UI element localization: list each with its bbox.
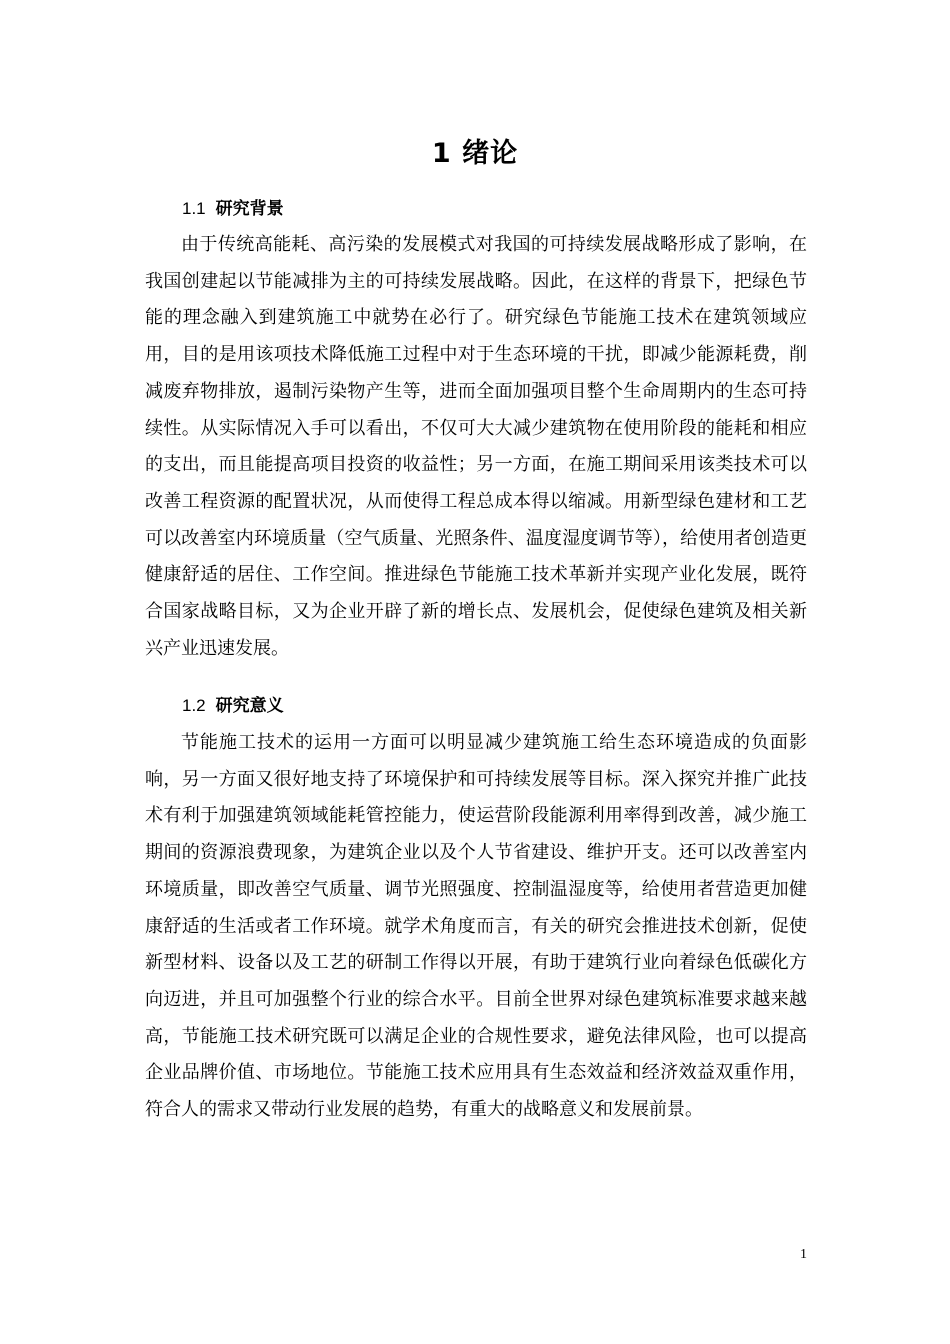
section-number: 1.1 — [182, 199, 206, 218]
section-paragraph-background: 由于传统高能耗、高污染的发展模式对我国的可持续发展战略形成了影响，在我国创建起以节能减排为主的可持续发展战略。因此，在这样的背景下，把绿色节能的理念融入到建筑施工中就势在必行了。研究绿色节能施工技术在建筑领域应用，目的是用该项技术降低施工过程中对于生态环境的干扰，即减少能源耗费，削减废弃物排放，遏制污染物产生等，进而全面加强项目整个生命周期内的生态可持续性。从实际情况入手可以看出，不仅可大大减少建筑物在使用阶段的能耗和相应的支出，而且能提高项目投资的收益性；另一方面，在施工期间采用该类技术可以改善工程资源的配置状况，从而使得工程总成本得以缩减。用新型绿色建材和工艺可以改善室内环境质量（空气质量、光照条件、温度湿度调节等），给使用者创造更健康舒适的居住、工作空间。推进绿色节能施工技术革新并实现产业化发展，既符合国家战略目标，又为企业开辟了新的增长点、发展机会，促使绿色建筑及相关新兴产业迅速发展。 — [145, 234, 807, 659]
section-heading-significance — [182, 694, 284, 718]
section-title: 研究意义 — [215, 696, 284, 716]
section-number: 1.2 — [182, 696, 206, 715]
section-title: 研究背景 — [215, 199, 284, 219]
page-number: 1 — [800, 1247, 807, 1262]
section-paragraph-significance: 节能施工技术的运用一方面可以明显减少建筑施工给生态环境造成的负面影响，另一方面又很好地支持了环境保护和可持续发展等目标。深入探究并推广此技术有利于加强建筑领域能耗管控能力，使运营阶段能源利用率得到改善，减少施工期间的资源浪费现象，为建筑企业以及个人节省建设、维护开支。还可以改善室内环境质量，即改善空气质量、调节光照强度、控制温湿度等，给使用者营造更加健康舒适的生活或者工作环境。就学术角度而言，有关的研究会推进技术创新，促使新型材料、设备以及工艺的研制工作得以开展，有助于建筑行业向着绿色低碳化方向迈进，并且可加强整个行业的综合水平。目前全世界对绿色建筑标准要求越来越高，节能施工技术研究既可以满足企业的合规性要求，避免法律风险，也可以提高企业品牌价值、市场地位。节能施工技术应用具有生态效益和经济效益双重作用，符合人的需求又带动行业发展的趋势，有重大的战略意义和发展前景。 — [145, 732, 807, 1121]
chapter-title: 1 绪论 — [431, 138, 519, 169]
section-heading-background — [182, 197, 284, 221]
